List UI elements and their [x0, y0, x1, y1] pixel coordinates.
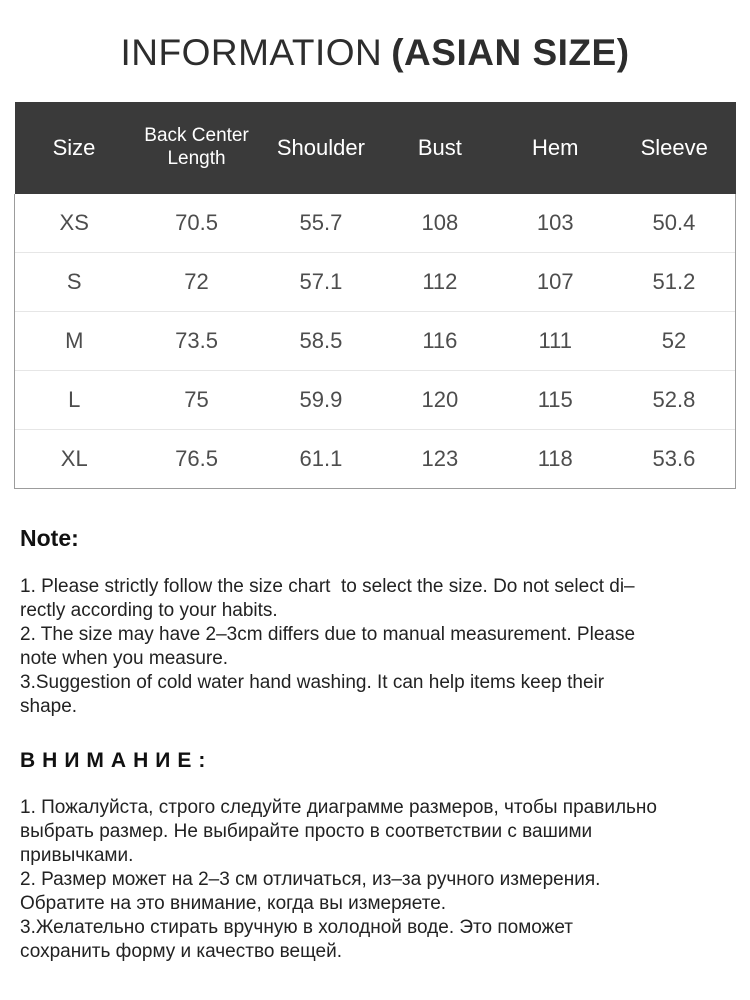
table-cell: 72 [133, 253, 259, 312]
size-cell: XL [15, 430, 134, 489]
attention-line: 3.Желательно стирать вручную в холодной воде. Это поможет [20, 917, 574, 938]
table-cell: 112 [382, 253, 497, 312]
table-cell: 52 [613, 312, 736, 371]
size-cell: L [15, 371, 134, 430]
note-heading: Note: [20, 525, 79, 551]
size-cell: XS [15, 194, 134, 253]
attention-line: сохранить форму и качество вещей. [20, 941, 342, 962]
table-cell: 53.6 [613, 430, 736, 489]
title-bold: (ASIAN SIZE) [391, 32, 630, 73]
table-row-s [15, 253, 736, 312]
table-row-xs [15, 194, 736, 253]
col-header-back-center-length: Back Center Length [133, 102, 259, 194]
table-header-row [15, 102, 736, 194]
attention-heading: ВНИМАНИЕ: [20, 749, 213, 772]
table-cell: 55.7 [299, 210, 343, 235]
note-line: shape. [20, 696, 78, 717]
table-cell: 120 [382, 371, 497, 430]
note-line: rectly according to your habits. [20, 600, 278, 621]
attention-line: 2. Размер может на 2–3 см отличаться, из–за ручного измерения. [20, 869, 601, 890]
note-line: 2. The size may have 2–3cm differs due to manual measurement. Please [20, 624, 636, 645]
col-header-size: Size [15, 102, 134, 194]
table-row-xl [15, 430, 736, 489]
table-row-m [15, 312, 736, 371]
table-cell: 61.1 [260, 430, 383, 489]
table-cell: 58.5 [260, 312, 383, 371]
size-cell: S [15, 253, 134, 312]
size-cell: M [15, 312, 134, 371]
table-cell: 57.1 [260, 253, 383, 312]
col-header-shoulder: Shoulder [260, 102, 383, 194]
table-cell: 70.5 [175, 210, 218, 235]
table-cell: 50.4 [613, 194, 736, 253]
col-header-hem: Hem [498, 102, 613, 194]
table-cell: 75 [133, 371, 259, 430]
table-cell: 118 [498, 430, 613, 489]
title-regular: INFORMATION [120, 32, 383, 73]
table-cell: 51.2 [613, 253, 736, 312]
table-cell: 108 [421, 210, 459, 235]
table-cell: 107 [498, 253, 613, 312]
table-cell: 123 [382, 430, 497, 489]
size-chart-table [14, 102, 736, 489]
note-line: 1. Please strictly follow the size chart to select the size. Do not select di– [20, 576, 635, 597]
page-title [0, 0, 750, 74]
table-cell: 52.8 [613, 371, 736, 430]
table-cell: 103 [536, 210, 574, 235]
attention-line: выбрать размер. Не выбирайте просто в соответствии с вашими [20, 821, 593, 842]
attention-line: Обратите на это внимание, когда вы измеряете. [20, 893, 447, 914]
attention-line: привычками. [20, 845, 134, 866]
table-cell: 111 [498, 312, 613, 371]
attention-line: 1. Пожалуйста, строго следуйте диаграмме размеров, чтобы правильно [20, 797, 657, 818]
col-header-bust: Bust [382, 102, 497, 194]
table-row-l [15, 371, 736, 430]
table-cell: 116 [382, 312, 497, 371]
table-cell: 115 [498, 371, 613, 430]
table-cell: 59.9 [260, 371, 383, 430]
attention-paragraph [20, 796, 728, 964]
note-paragraph [20, 575, 728, 719]
col-header-sleeve: Sleeve [613, 102, 736, 194]
table-cell: 76.5 [133, 430, 259, 489]
note-line: 3.Suggestion of cold water hand washing. It can help items keep their [20, 672, 605, 693]
note-line: note when you measure. [20, 648, 229, 669]
table-cell: 73.5 [133, 312, 259, 371]
